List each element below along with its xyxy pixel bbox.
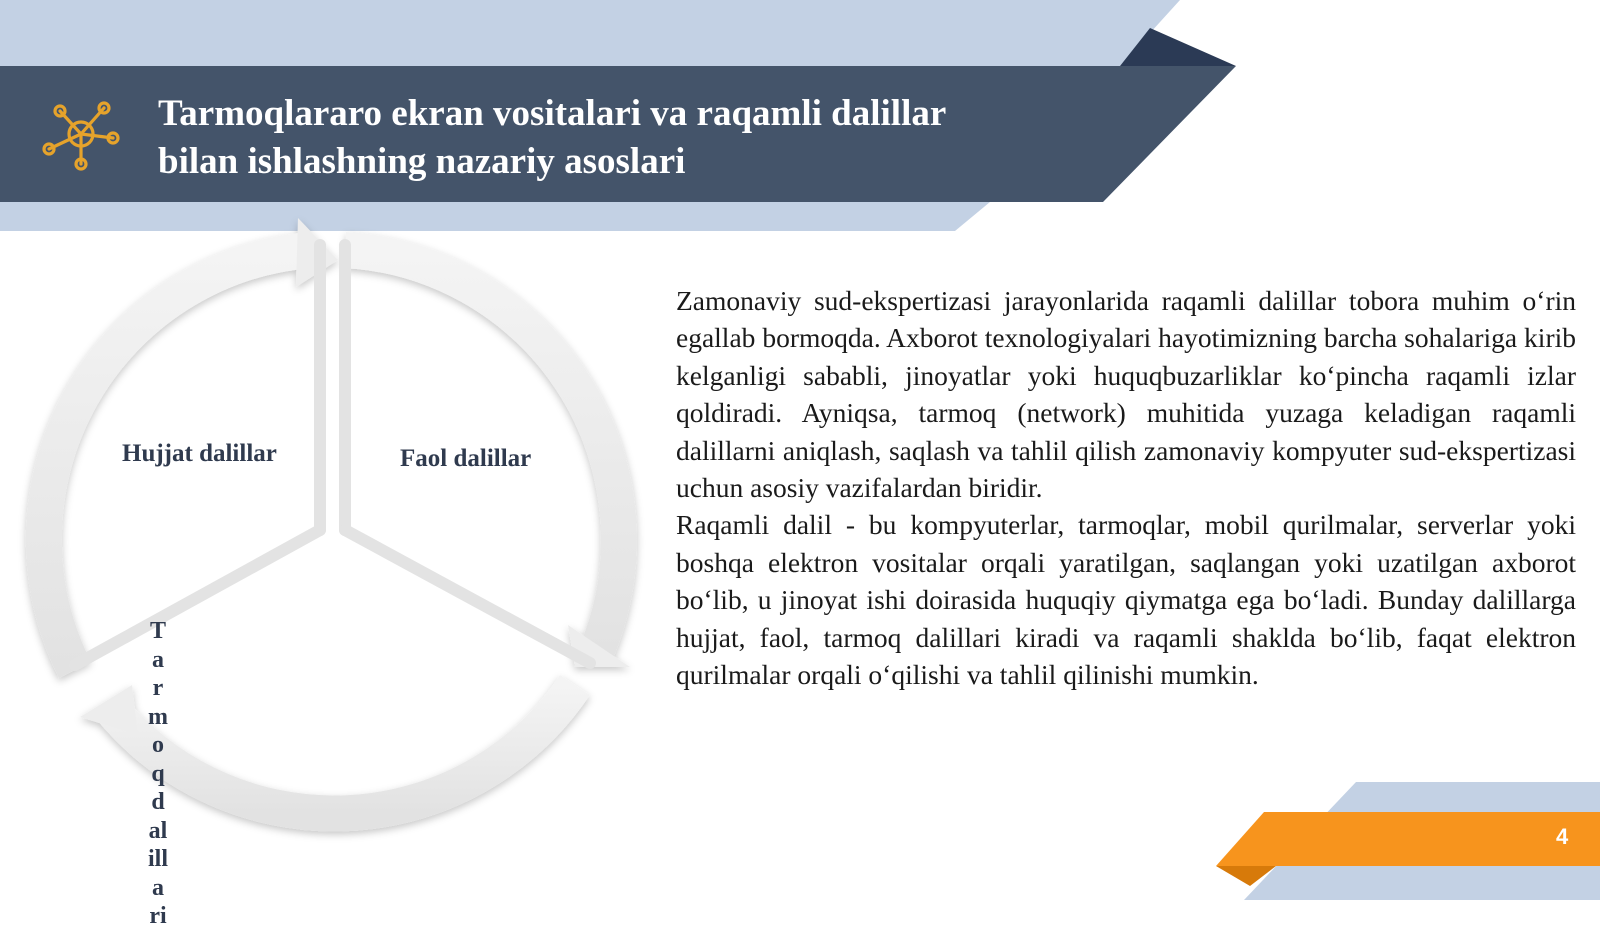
slide-title-line-2: bilan ishlashning nazariy asoslari: [158, 141, 686, 182]
arrow-arc-bottom: [108, 685, 575, 813]
cycle-arrows: [44, 218, 630, 813]
top-light-band: [0, 0, 1180, 66]
body-text: [676, 282, 1576, 693]
segment-label-document: Hujjat dalillar: [122, 440, 277, 467]
cycle-diagram: [20, 215, 660, 929]
page-number: 4: [1556, 824, 1569, 849]
slide-title-line-1: Tarmoqlararo ekran vositalari va raqamli dalillar: [158, 93, 947, 134]
body-paragraph-2: Raqamli dalil - bu kompyuterlar, tarmoqlar, mobil qurilmalar, serverlar yoki boshqa elektron vositalar orqali yaratilgan, saqlangan yoki uzatilgan axborot bo‘lib, u jinoyat ishi doirasida huquqiy qiymatga ega bo‘ladi. Bunday dalillarga hujjat, faol, tarmoq dalillari kiradi va raqamli shaklda bo‘lib, faqat elektron qurilmalar orqali o‘qilishi va tahlil qilinishi mumkin.: [676, 509, 1576, 691]
network-nodes-icon: [40, 98, 122, 174]
segment-label-active: Faol dalillar: [400, 445, 532, 472]
body-paragraph-1: Zamonaviy sud-ekspertizasi jarayonlarida raqamli dalillar tobora muhim o‘rin egallab bormoqda. Axborot texnologiyalari hayotimizning barcha sohalariga kirib kelganligi sababli, jinoyatlar yoki huquqbuzarliklar ko‘pincha raqamli izlar qoldiradi. Ayniqsa, tarmoq (network) muhitida yuzaga keladigan raqamli dalillarni aniqlash, saqlash va tahlil qilish zamonaviy kompyuter sud-ekspertizasi uchun asosiy vazifalardan biridir.: [676, 285, 1576, 504]
segment-label-network: Tarmoq dalillari: [148, 618, 169, 929]
page-number-ribbon: [1216, 812, 1600, 866]
slide-title: [158, 90, 1078, 186]
